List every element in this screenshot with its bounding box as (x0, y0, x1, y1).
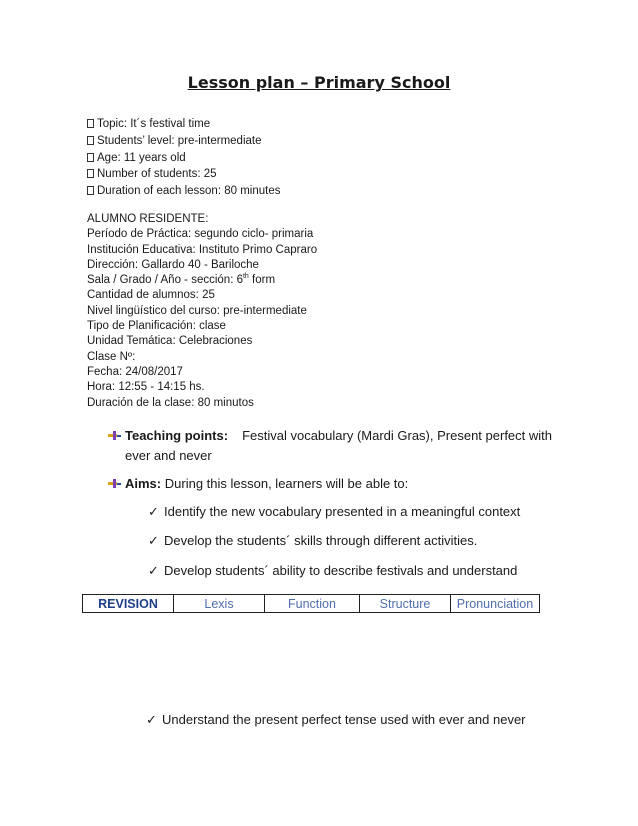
resident-heading: ALUMNO RESIDENTE: (87, 213, 209, 225)
info-line: Dirección: Gallardo 40 - Bariloche (87, 258, 259, 271)
list-item: Age: 11 years old (87, 150, 280, 167)
info-line: Unidad Temática: Celebraciones (87, 335, 253, 348)
bullet-box-icon (87, 153, 94, 162)
info-line: Nivel lingüístico del curso: pre-intermediate (87, 304, 307, 317)
bullet-box-icon (87, 169, 94, 178)
aims-text: During this lesson, learners will be able to: (164, 476, 409, 491)
table-cell-revision: REVISION (83, 595, 174, 613)
checkmark-icon: ✓ (148, 504, 159, 519)
bullet-box-icon (87, 119, 94, 128)
pointing-hand-icon (108, 477, 121, 490)
table-cell-structure: Structure (360, 595, 451, 613)
list-item: Students’ level: pre-intermediate (87, 133, 280, 150)
table-row (83, 595, 540, 613)
teaching-points-line2: ever and never (125, 448, 212, 463)
aim-item: ✓ Identify the new vocabulary presented in a meaningful context (148, 504, 521, 519)
aim-item: ✓ Develop students´ ability to describe festivals and understand (148, 563, 518, 578)
aims-label: Aims: (125, 476, 162, 491)
list-item: Number of students: 25 (87, 166, 280, 183)
info-line: Período de Práctica: segundo ciclo- primaria (87, 228, 314, 241)
info-line: Institución Educativa: Instituto Primo Capraro (87, 243, 318, 256)
aims (108, 474, 408, 494)
info-line-grade: Sala / Grado / Año - sección: 6th form (87, 273, 276, 287)
list-item: Duration of each lesson: 80 minutes (87, 183, 280, 200)
info-line: Fecha: 24/08/2017 (87, 365, 183, 378)
checkmark-icon: ✓ (148, 533, 159, 548)
checkmark-icon: ✓ (146, 712, 157, 727)
info-line: Duración de la clase: 80 minutos (87, 396, 254, 409)
teaching-points (108, 426, 552, 466)
bullet-box-icon (87, 186, 94, 195)
list-item: Topic: It´s festival time (87, 116, 280, 133)
info-line: Cantidad de alumnos: 25 (87, 289, 215, 302)
lesson-stages-table (82, 594, 540, 613)
teaching-points-line1: Festival vocabulary (Mardi Gras), Present perfect with (242, 428, 552, 443)
table-cell-lexis: Lexis (174, 595, 265, 613)
table-cell-pronunciation: Pronunciation (451, 595, 540, 613)
aim-item: ✓ Develop the students´ skills through different activities. (148, 533, 478, 548)
table-cell-function: Function (265, 595, 360, 613)
resident-info-block (87, 212, 317, 411)
pointing-hand-icon (108, 429, 121, 442)
lesson-summary-list (87, 116, 280, 200)
page-title: Lesson plan – Primary School (187, 73, 451, 92)
info-line: Hora: 12:55 - 14:15 hs. (87, 381, 205, 394)
info-line: Clase Nº: (87, 350, 136, 363)
aim-item: ✓ Understand the present perfect tense used with ever and never (146, 712, 526, 727)
info-line: Tipo de Planificación: clase (87, 320, 226, 333)
bullet-box-icon (87, 136, 94, 145)
teaching-points-label: Teaching points: (125, 428, 229, 443)
checkmark-icon: ✓ (148, 563, 159, 578)
